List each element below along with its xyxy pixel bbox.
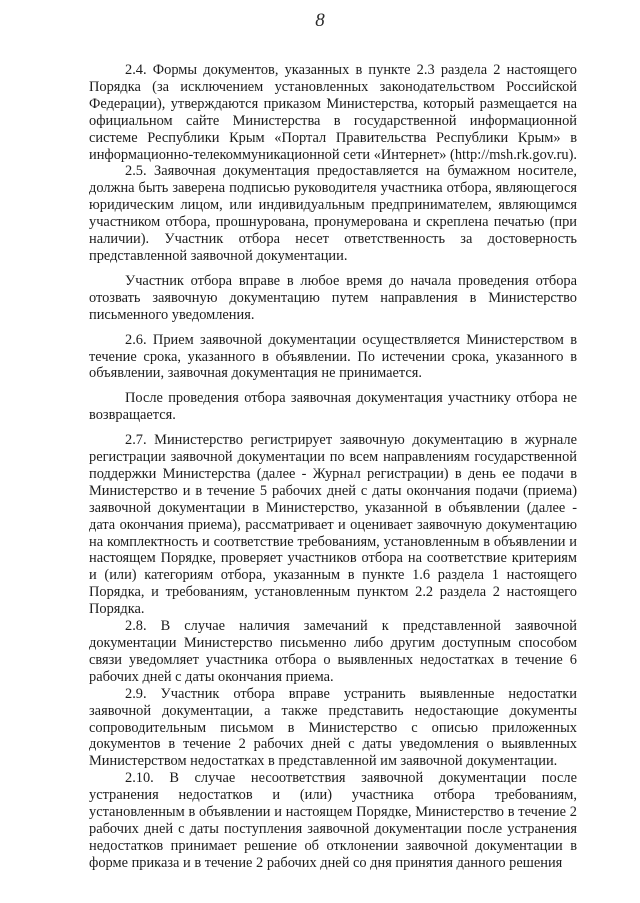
- paragraph-2-7: 2.7. Министерство регистрирует заявочную документацию в журнале регистрации заявочной документации по всем направлениям государственной поддержки Министерства (далее - Журнал регистрации) в день ее подачи в Министерство и в течение 5 рабочих дней с даты окончания подачи (приема) заявочной документации в Министерство, указанной в объявлении (далее - дата окончания приема), рассматривает и оценивает заявочную документацию на комплектность и соответствие требованиям, установленным в объявлении и настоящем Порядке, проверяет участников отбора на соответствие критериям и (или) категориям отбора, указанным в пункте 1.6 раздела 1 настоящего Порядка, и требованиям, установленным пунктом 2.2 раздела 2 настоящего Порядка.: [89, 432, 577, 618]
- paragraph-2-9: 2.9. Участник отбора вправе устранить выявленные недостатки заявочной документации, а также представить недостающие документы сопроводительным письмом в Министерство с описью приложенных документов в течение 2 рабочих дней с даты уведомления о выявленных Министерством недостатках в представленной им заявочной документации.: [89, 685, 577, 770]
- paragraph-2-8: 2.8. В случае наличия замечаний к представленной заявочной документации Министерство письменно либо другим доступным способом связи уведомляет участника отбора о выявленных недостатках в течение 6 рабочих дней с даты окончания приема.: [89, 618, 577, 685]
- paragraph-2-6: 2.6. Прием заявочной документации осуществляется Министерством в течение срока, указанного в объявлении. По истечении срока, указанного в объявлении, заявочная документация не принимается.: [89, 331, 577, 382]
- paragraph-no-return: После проведения отбора заявочная документация участнику отбора не возвращается.: [89, 390, 577, 424]
- paragraph-2-5: 2.5. Заявочная документация предоставляется на бумажном носителе, должна быть заверена подписью руководителя участника отбора, являющегося юридическим лицом, или индивидуальным предпринимателем, являющимся участником отбора, прошнурована, пронумерована и скреплена печатью (при наличии). Участник отбора несет ответственность за достоверность представленной заявочной документации.: [89, 163, 577, 264]
- paragraph-withdrawal: Участник отбора вправе в любое время до начала проведения отбора отозвать заявочную документацию путем направления в Министерство письменного уведомления.: [89, 272, 577, 323]
- page-number: 8: [315, 10, 325, 31]
- paragraph-2-4: 2.4. Формы документов, указанных в пункте 2.3 раздела 2 настоящего Порядка (за исключением установленных законодательством Российской Федерации), утверждаются приказом Министерства, который размещается на официальном сайте Министерства в государственной информационной системе Республики Крым «Портал Правительства Республики Крым» в информационно-телекоммуникационной сети «Интернет» (http://msh.rk.gov.ru).: [89, 62, 578, 163]
- document-body: [89, 62, 577, 872]
- paragraph-2-10: 2.10. В случае несоответствия заявочной документации после устранения недостатков и (или) участника отбора требованиям, установленным в объявлении и настоящем Порядке, Министерство в течение 2 рабочих дней с даты поступления заявочной документации после устранения недостатков принимает решение об отклонении заявочной документации в форме приказа и в течение 2 рабочих дней со дня принятия данного решения: [89, 770, 577, 871]
